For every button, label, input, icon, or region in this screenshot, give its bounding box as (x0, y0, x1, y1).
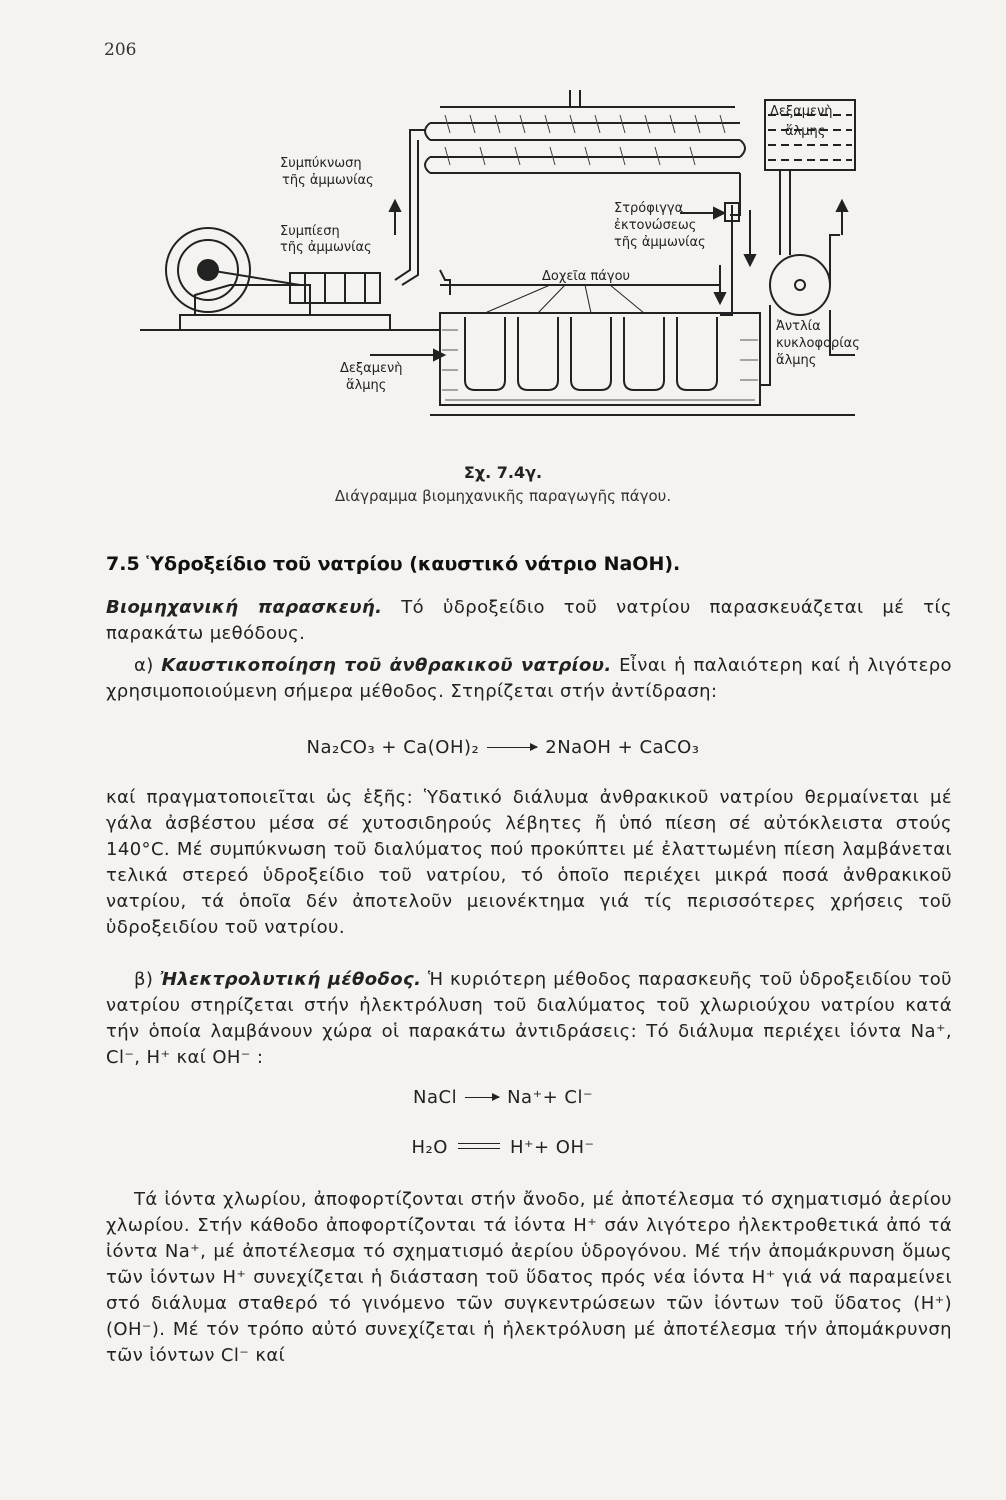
mold-leader-lines (485, 285, 644, 313)
label-pump-1: Ἀντλία (776, 319, 821, 334)
equation-1 (0, 737, 1006, 758)
equilibrium-arrow (458, 1141, 500, 1151)
method-a-description: καί πραγματοποιεῖται ὡς ἑξῆς: Ὑδατικό διάλυμα ἀνθρακικοῦ νατρίου θερμαίνεται μέ γάλα ἀσβέστου μέσα σέ χυτοσιδηρούς λέβητες ἤ ὑπό πίεση σέ αὐτόκλειστα στούς 140°C. Μέ συμπύκνωση τοῦ διαλύματος πού προκύπτει μέ ἐλαττωμένη πίεση λαμβάνεται τελικά στερεό ὑδροξείδιο τοῦ νατρίου, τό ὁποῖο περιέχει μικρά ποσά ἀνθρακικοῦ νατρίου, τά ὁποῖα δέν ἀποτελοῦν μειονέκτημα γιά τίς περισσότερες χρήσεις τοῦ ὑδροξειδίου τοῦ νατρίου. (106, 787, 952, 938)
label-brine-tank-bottom-2: ἅλμης (346, 378, 387, 393)
label-compression-2: τῆς ἀμμωνίας (280, 240, 372, 255)
equation-1-right: 2NaOH + CaCO₃ (545, 737, 700, 758)
label-expansion-3: τῆς ἀμμωνίας (614, 235, 706, 250)
industrial-paragraph (106, 595, 952, 647)
label-compression-1: Συμπίεση (280, 224, 340, 239)
figure-caption-number: Σχ. 7.4γ. (463, 463, 543, 482)
equation-2-left: NaCl (413, 1087, 458, 1108)
ice-molds (465, 317, 717, 390)
label-expansion-2: ἐκτονώσεως (614, 218, 697, 233)
equation-3 (0, 1137, 1006, 1158)
figure-caption-text: Διάγραμμα βιομηχανικῆς παραγωγῆς πάγου. (334, 487, 672, 505)
equation-2 (0, 1087, 1006, 1108)
label-brine-tank-top-2: ἅλμης (785, 124, 826, 139)
equation-2-right: Na⁺+ Cl⁻ (507, 1087, 593, 1108)
label-brine-tank-top-1: Δεξαμενὴ (770, 104, 833, 119)
condenser-coil (425, 90, 745, 173)
label-condenser-1: Συμπύκνωση (280, 156, 362, 171)
method-a-label: α) (134, 655, 162, 676)
label-pump-3: ἅλμης (776, 353, 817, 368)
method-a-text: Εἶναι ἡ παλαιότερη καί ἡ λιγότερο χρησιμοποιούμενη σήμερα μέθοδος. Στηρίζεται στήν ἀντίδραση: (106, 655, 952, 702)
equation-1-left: Na₂CO₃ + Ca(OH)₂ (306, 737, 480, 758)
equation-3-left: H₂O (411, 1137, 448, 1158)
method-b-label: β) (134, 969, 160, 990)
method-a-title: Καυστικοποίηση τοῦ ἀνθρακικοῦ νατρίου. (161, 655, 612, 676)
method-b-title: Ἠλεκτρολυτική μέθοδος. (159, 969, 422, 990)
label-pump-2: κυκλοφορίας (776, 336, 860, 351)
reaction-arrow (465, 1097, 499, 1098)
label-ice-molds: Δοχεῖα πάγου (542, 269, 631, 284)
reaction-arrow (487, 747, 537, 748)
equation-3-right: H⁺+ OH⁻ (509, 1137, 595, 1158)
label-brine-tank-bottom-1: Δεξαμενὴ (340, 361, 403, 376)
label-condenser-2: τῆς ἀμμωνίας (282, 173, 374, 188)
page-number: 206 (104, 40, 137, 60)
industrial-text: Τό ὑδροξείδιο τοῦ νατρίου παρασκευάζεται μέ τίς παρακάτω μεθόδους. (106, 597, 952, 644)
section-heading: 7.5 Ὑδροξείδιο τοῦ νατρίου (καυστικό νάτριο NaOH). (106, 553, 681, 575)
diagram-svg (140, 85, 860, 425)
label-expansion-1: Στρόφιγγα (614, 201, 684, 216)
final-paragraph-text: Τά ἰόντα χλωρίου, ἀποφορτίζονται στήν ἄνοδο, μέ ἀποτέλεσμα τό σχηματισμό ἀερίου χλωρίου. Στήν κάθοδο ἀποφορτίζονται τά ἰόντα H⁺ σάν λιγότερο ἠλεκτροθετικά ἀπό τά ἰόντα Na⁺, μέ ἀποτέλεσμα τό σχηματισμό ἀερίου ὑδρογόνου. Μέ τήν ἀπομάκρυνση ὅμως τῶν ἰόντων H⁺ συνεχίζεται ἡ διάσταση τοῦ ὕδατος πρός νέα ἰόντα H⁺ γιά νά παραμείνει στό διάλυμα σταθερό τό γινόμενο τῶν συγκεντρώσεων τῶν ἰόντων τοῦ ὕδατος (H⁺) (OH⁻). Μέ τόν τρόπο αὐτό συνεχίζεται ἡ ἠλεκτρόλυση μέ ἀποτέλεσμα τήν ἀπομάκρυνση τῶν ἰόντων Cl⁻ καί (106, 1189, 952, 1366)
method-b-text: Ἡ κυριότερη μέθοδος παρασκευῆς τοῦ ὑδροξειδίου τοῦ νατρίου στηρίζεται στήν ἠλεκτρόλυση τοῦ διαλύματος τοῦ χλωριούχου νατρίου κατά τήν ὁποία λαμβάνουν χώρα οἱ παρακάτω ἀντιδράσεις: Τό διάλυμα περιέχει ἰόντα Na⁺, Cl⁻, H⁺ καί OH⁻ : (106, 969, 952, 1068)
final-paragraph (106, 1187, 952, 1369)
method-b-paragraph (106, 967, 952, 1071)
ice-production-diagram (140, 85, 860, 425)
industrial-title: Βιομηχανική παρασκευή. (106, 597, 383, 618)
method-a-paragraph (106, 653, 952, 705)
